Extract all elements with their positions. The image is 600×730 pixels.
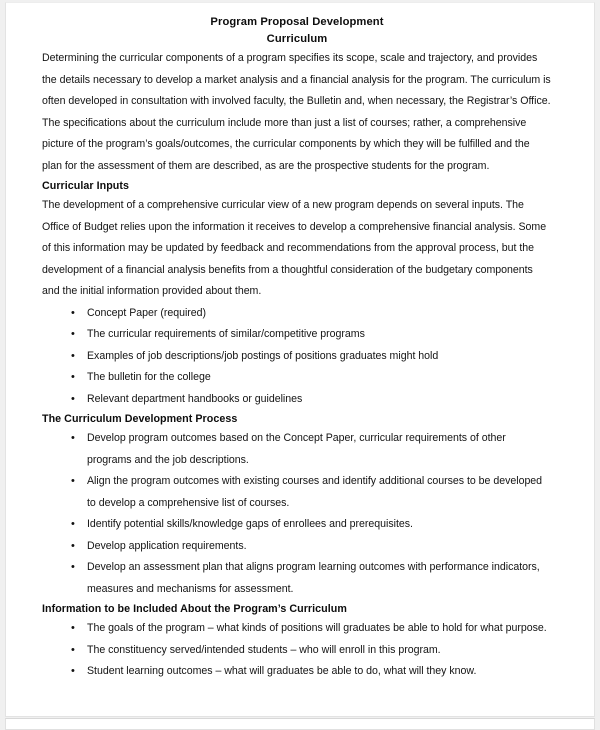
list-item: • Relevant department handbooks or guidelines: [42, 389, 552, 411]
document-content: [42, 3, 552, 716]
list-item: • The curricular requirements of similar/competitive programs: [42, 324, 552, 346]
list-item: • The bulletin for the college: [42, 367, 552, 389]
list-item: • The goals of the program – what kinds of positions will graduates be able to hold for what purpose.: [42, 618, 552, 640]
page-break-divider: [5, 718, 595, 730]
list-item: • The constituency served/intended students – who will enroll in this program.: [42, 640, 552, 662]
section-heading-development-process: The Curriculum Development Process: [42, 413, 238, 425]
list-item: • Student learning outcomes – what will graduates be able to do, what will they know.: [42, 661, 552, 683]
list-item: • Develop application requirements.: [42, 536, 552, 558]
list-item: • Examples of job descriptions/job postings of positions graduates might hold: [42, 346, 552, 368]
list-item: • Identify potential skills/knowledge gaps of enrollees and prerequisites.: [42, 514, 552, 536]
document-title-line-2: Curriculum: [266, 33, 328, 45]
development-process-list: [42, 428, 552, 600]
section-heading-information-included: Information to be Included About the Program’s Curriculum: [42, 603, 347, 615]
development-paragraph: The development of a comprehensive curricular view of a new program depends on several inputs. The Office of Budget relies upon the information it receives to develop a comprehensive financial analysis. Some of this information may be updated by feedback and recommendations from the approval process, but the development of a financial analysis benefits from a thoughtful consideration of the budgetary components and the initial information provided about them.: [42, 199, 547, 297]
list-item: • Concept Paper (required): [42, 303, 552, 325]
information-included-list: [42, 618, 552, 683]
list-item: • Align the program outcomes with existing courses and identify additional courses to be developed to develop a comprehensive list of courses.: [42, 471, 552, 514]
intro-paragraph: Determining the curricular components of a program specifies its scope, scale and trajectory, and provides the details necessary to develop a market analysis and a financial analysis for the program. The curriculum is often developed in consultation with involved faculty, the Bulletin and, when necessary, the Registrar’s Office.: [42, 52, 551, 107]
document-page: [5, 2, 595, 717]
document-title-line-1: Program Proposal Development: [210, 16, 384, 28]
section-heading-curricular-inputs: Curricular Inputs: [42, 180, 129, 192]
specifications-paragraph: The specifications about the curriculum include more than just a list of courses; rather, a comprehensive picture of the program’s goals/outcomes, the curricular components by which they will be fulfilled and the plan for the assessment of them are described, as are the prospective students for the program.: [42, 116, 530, 172]
list-item: • Develop an assessment plan that aligns program learning outcomes with performance indicators, measures and mechanisms for assessment.: [42, 557, 552, 600]
list-item: • Develop program outcomes based on the Concept Paper, curricular requirements of other programs and the job descriptions.: [42, 428, 552, 471]
curricular-inputs-list: [42, 303, 552, 411]
